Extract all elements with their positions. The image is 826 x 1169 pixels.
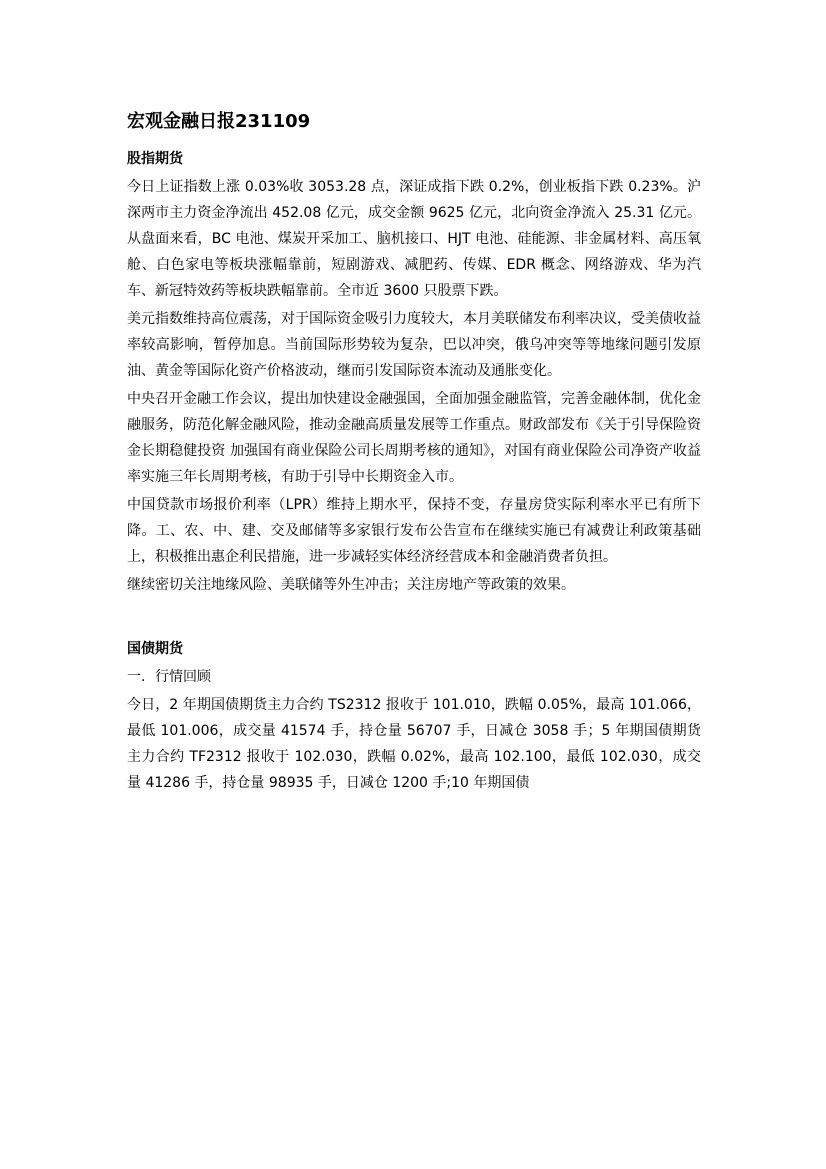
paragraph: 今日，2 年期国债期货主力合约 TS2312 报收于 101.010，跌幅 0.05%，最高 101.066，最低 101.006，成交量 41574 手，持仓量 56707 手，日减仓 3058 手；5 年期国债期货主力合约 TF2312 报收于 102.030，跌幅 0.02%，最高 102.100，最低 102.030，成交量 41286 手，持仓量 98935 手，日减仓 1200 手;10 年期国债: [127, 697, 701, 791]
section-treasury-futures: [127, 636, 701, 796]
paragraph: 美元指数维持高位震荡，对于国际资金吸引力度较大，本月美联储发布利率决议，受美债收益率较高影响，暂停加息。当前国际形势较为复杂，巴以冲突，俄乌冲突等等地缘问题引发原油、黄金等国际化资产价格波动，继而引发国际资本流动及通胀变化。: [127, 311, 701, 379]
section-heading: 股指期货: [127, 151, 183, 167]
document-body: [127, 108, 701, 798]
paragraph: 今日上证指数上涨 0.03%收 3053.28 点，深证成指下跌 0.2%，创业板指下跌 0.23%。沪深两市主力资金净流出 452.08 亿元，成交金额 9625 亿元，北向资金净流入 25.31 亿元。从盘面来看，BC 电池、煤炭开采加工、脑机接口、HJT 电池、硅能源、非金属材料、高压氧舱、白色家电等板块涨幅靠前，短剧游戏、减肥药、传媒、EDR 概念、网络游戏、华为汽车、新冠特效药等板块跌幅靠前。全市近 3600 只股票下跌。: [127, 179, 701, 299]
paragraph: 中国贷款市场报价利率（LPR）维持上期水平，保持不变，存量房贷实际利率水平已有所下降。工、农、中、建、交及邮储等多家银行发布公告宣布在继续实施已有减费让利政策基础上，积极推出惠企利民措施，进一步减轻实体经济经营成本和金融消费者负担。: [127, 497, 701, 565]
report-title: 宏观金融日报231109: [127, 111, 311, 132]
subsection-heading: 一．行情回顾: [127, 669, 211, 685]
paragraph: 继续密切关注地缘风险、美联储等外生冲击；关注房地产等政策的效果。: [127, 577, 575, 593]
section-spacer: [127, 600, 701, 636]
section-heading: 国债期货: [127, 641, 183, 657]
paragraph: 中央召开金融工作会议，提出加快建设金融强国，全面加强金融监管，完善金融体制，优化金融服务，防范化解金融风险，推动金融高质量发展等工作重点。财政部发布《关于引导保险资金长期稳健投资 加强国有商业保险公司长周期考核的通知》，对国有商业保险公司净资产收益率实施三年长周期考核，有助于引导中长期资金入市。: [127, 391, 701, 485]
section-stock-index-futures: [127, 146, 701, 598]
